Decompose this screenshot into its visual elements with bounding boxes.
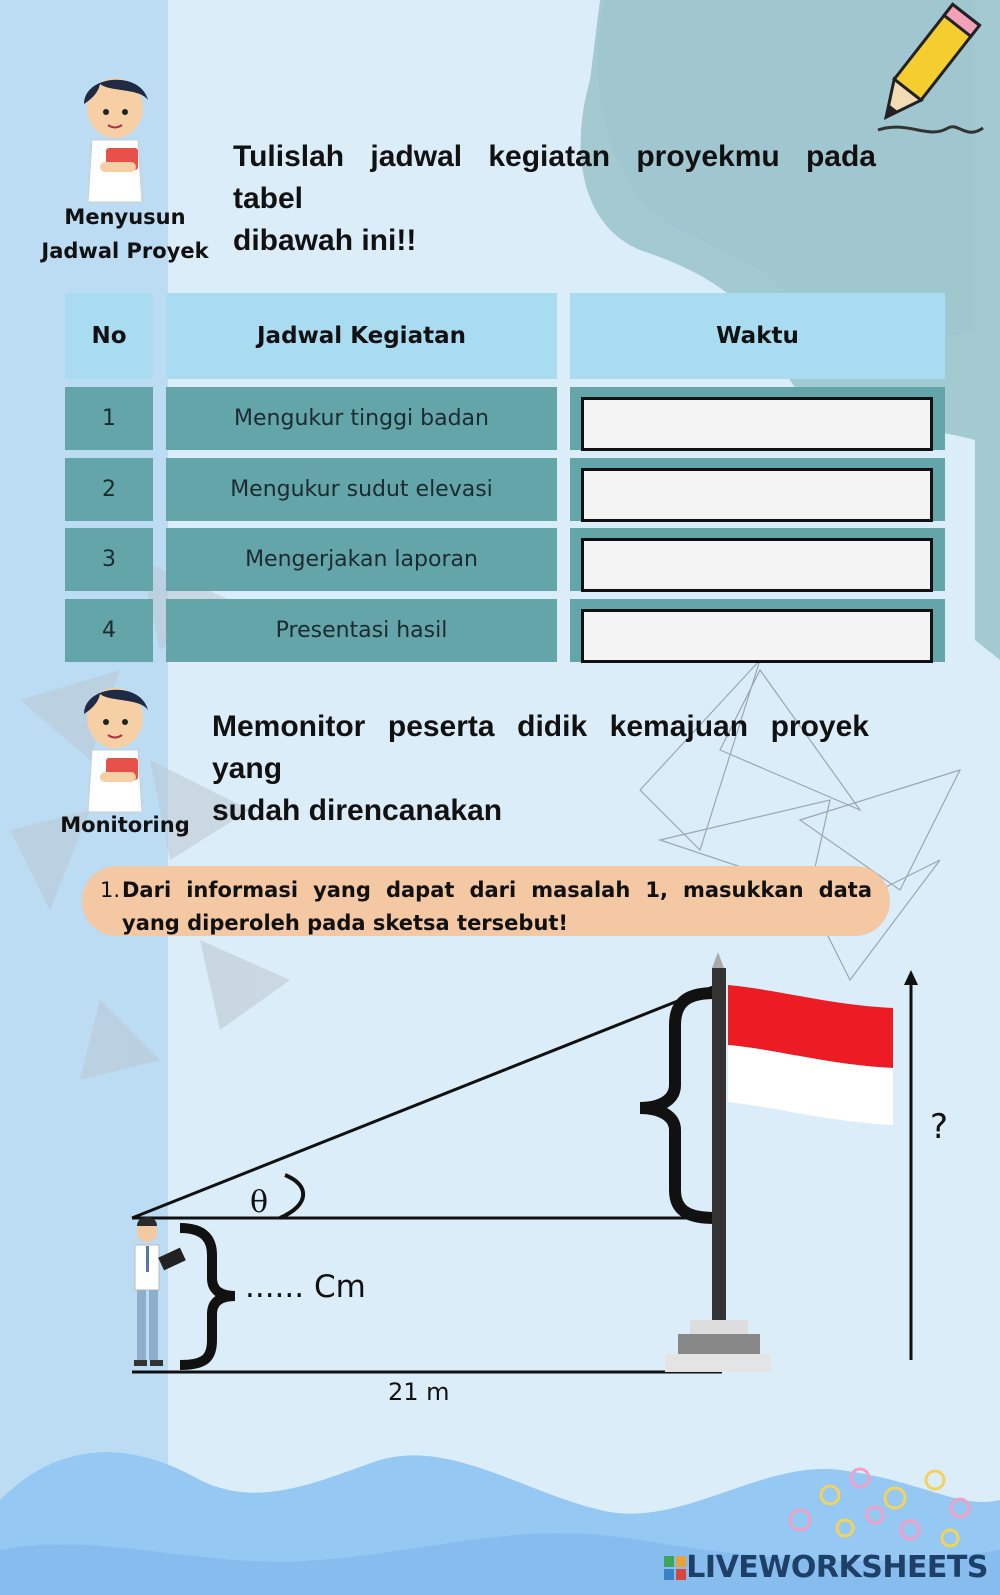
waktu-input-3[interactable] (581, 538, 933, 592)
student-character-icon (70, 680, 160, 815)
waktu-input-1[interactable] (581, 397, 933, 451)
section1-heading: Tulislah jadwal kegiatan proyekmu pada tabel dibawah ini!! (233, 140, 876, 257)
liveworksheets-logo-icon (664, 1556, 686, 1580)
header-no: No (65, 293, 153, 379)
header-kegiatan: Jadwal Kegiatan (166, 293, 557, 379)
liveworksheets-logo (664, 1550, 988, 1585)
table-row-no: 1 (65, 387, 153, 450)
table-row-kegiatan: Presentasi hasil (166, 599, 557, 662)
table-row-kegiatan: Mengerjakan laporan (166, 528, 557, 591)
angle-label: θ (250, 1185, 269, 1220)
character-label-jadwal: Menyusun Jadwal Proyek (41, 205, 209, 263)
distance-label: 21 m (388, 1378, 450, 1406)
waktu-input-4[interactable] (581, 609, 933, 663)
section2-heading: Memonitor peserta didik kemajuan proyek yang sudah direncanakan (212, 710, 869, 827)
brand-name: LIVEWORKSHEETS (686, 1550, 988, 1585)
sight-line (132, 985, 718, 1218)
height-brace (180, 1228, 235, 1365)
character-label-monitoring: Monitoring (60, 813, 190, 837)
question-box (82, 866, 890, 936)
table-row-no: 4 (65, 599, 153, 662)
flagpole (712, 968, 726, 1328)
student-character-icon (70, 70, 160, 205)
table-row-kegiatan: Mengukur sudut elevasi (166, 458, 557, 521)
table-row-no: 3 (65, 528, 153, 591)
height-label: ...... Cm (245, 1269, 366, 1305)
question-text: Dari informasi yang dapat dari masalah 1, masukkan data yang diperoleh pada sketsa tersebut! (122, 878, 872, 935)
pole-brace (640, 993, 715, 1218)
table-row-kegiatan: Mengukur tinggi badan (166, 387, 557, 450)
header-waktu: Waktu (570, 293, 945, 379)
unknown-height-label: ? (930, 1107, 949, 1147)
angle-arc (280, 1175, 303, 1218)
observer-figure (134, 1217, 186, 1366)
waktu-input-2[interactable] (581, 468, 933, 522)
table-row-no: 2 (65, 458, 153, 521)
question-number: 1. (100, 878, 121, 902)
elevation-sketch (0, 940, 1000, 1420)
pencil-icon (848, 0, 998, 150)
